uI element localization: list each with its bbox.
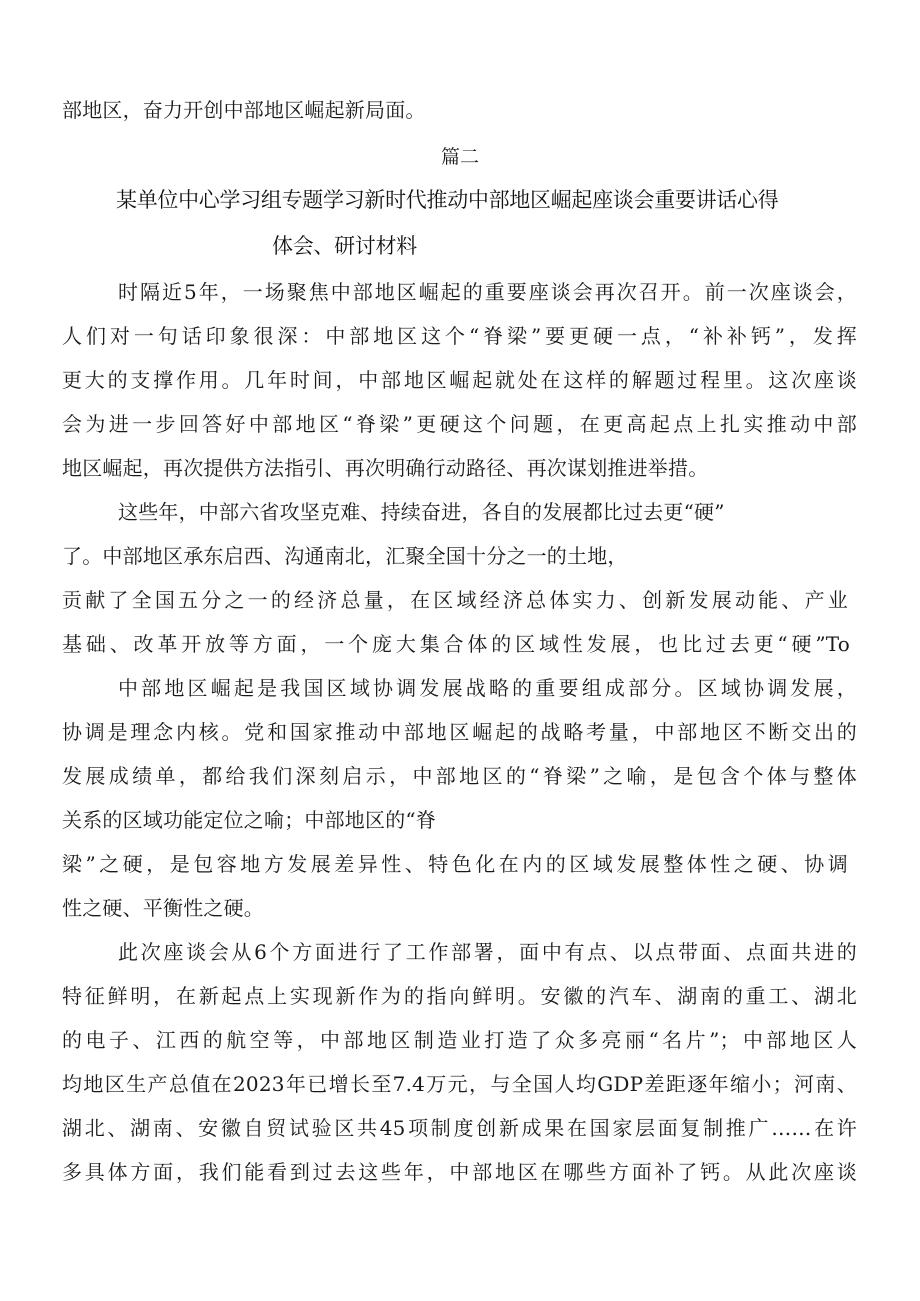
paragraph-1-line-4: 会为进一步回答好中部地区“脊梁”更硬这个问题，在更高起点上扎实推动中部 [62, 412, 857, 436]
paragraph-4-line-5: 湖北、湖南、安徽自贸试验区共45项制度创新成果在国家层面复制推广……在许 [62, 1116, 857, 1140]
paragraph-3-line-6: 性之硬、平衡性之硬。 [62, 896, 264, 920]
document-title-line-2: 体会、研讨材料 [272, 234, 417, 258]
paragraph-2-line-4: 基础、改革开放等方面，一个庞大集合体的区域性发展，也比过去更“硬”To [62, 632, 850, 656]
paragraph-2-line-2: 了。中部地区承东启西、沟通南北，汇聚全国十分之一的土地， [62, 544, 628, 568]
paragraph-2-line-1: 这些年，中部六省攻坚克难、持续奋进，各自的发展都比过去更“硬” [118, 500, 725, 524]
paragraph-1-line-3: 更大的支撑作用。几年时间，中部地区崛起就处在这样的解题过程里。这次座谈 [62, 368, 857, 392]
document-title-line-1: 某单位中心学习组专题学习新时代推动中部地区崛起座谈会重要讲话心得 [116, 188, 779, 212]
paragraph-3-line-1: 中部地区崛起是我国区域协调发展战略的重要组成部分。区域协调发展， [118, 676, 857, 700]
paragraph-1-line-1: 时隔近5年，一场聚焦中部地区崛起的重要座谈会再次召开。前一次座谈会， [118, 280, 857, 304]
paragraph-4-line-1: 此次座谈会从6个方面进行了工作部署，面中有点、以点带面、点面共进的 [118, 940, 857, 964]
section-label: 篇二 [440, 146, 479, 168]
lead-line: 部地区，奋力开创中部地区崛起新局面。 [62, 98, 426, 122]
paragraph-3-line-2: 协调是理念内核。党和国家推动中部地区崛起的战略考量，中部地区不断交出的 [62, 720, 857, 744]
paragraph-3-line-3: 发展成绩单，都给我们深刻启示，中部地区的“脊梁”之喻，是包含个体与整体 [62, 764, 857, 788]
paragraph-2-line-3: 贡献了全国五分之一的经济总量，在区域经济总体实力、创新发展动能、产业 [62, 588, 848, 612]
paragraph-4-line-2: 特征鲜明，在新起点上实现新作为的指向鲜明。安徽的汽车、湖南的重工、湖北 [62, 984, 857, 1008]
paragraph-4-line-4: 均地区生产总值在2023年已增长至7.4万元，与全国人均GDP差距逐年缩小；河南、 [62, 1072, 857, 1096]
paragraph-4-line-3: 的电子、江西的航空等，中部地区制造业打造了众多亮丽“名片”；中部地区人 [62, 1028, 857, 1052]
paragraph-1-line-2: 人们对一句话印象很深：中部地区这个“脊梁”要更硬一点，“补补钙”，发挥 [62, 324, 857, 348]
paragraph-3-line-4: 关系的区域功能定位之喻；中部地区的“脊 [62, 808, 437, 832]
paragraph-1-line-5: 地区崛起，再次提供方法指引、再次明确行动路径、再次谋划推进举措。 [62, 456, 709, 480]
paragraph-4-line-6: 多具体方面，我们能看到过去这些年，中部地区在哪些方面补了钙。从此次座谈 [62, 1160, 857, 1184]
paragraph-3-line-5: 梁”之硬，是包容地方发展差异性、特色化在内的区域发展整体性之硬、协调 [62, 852, 848, 876]
